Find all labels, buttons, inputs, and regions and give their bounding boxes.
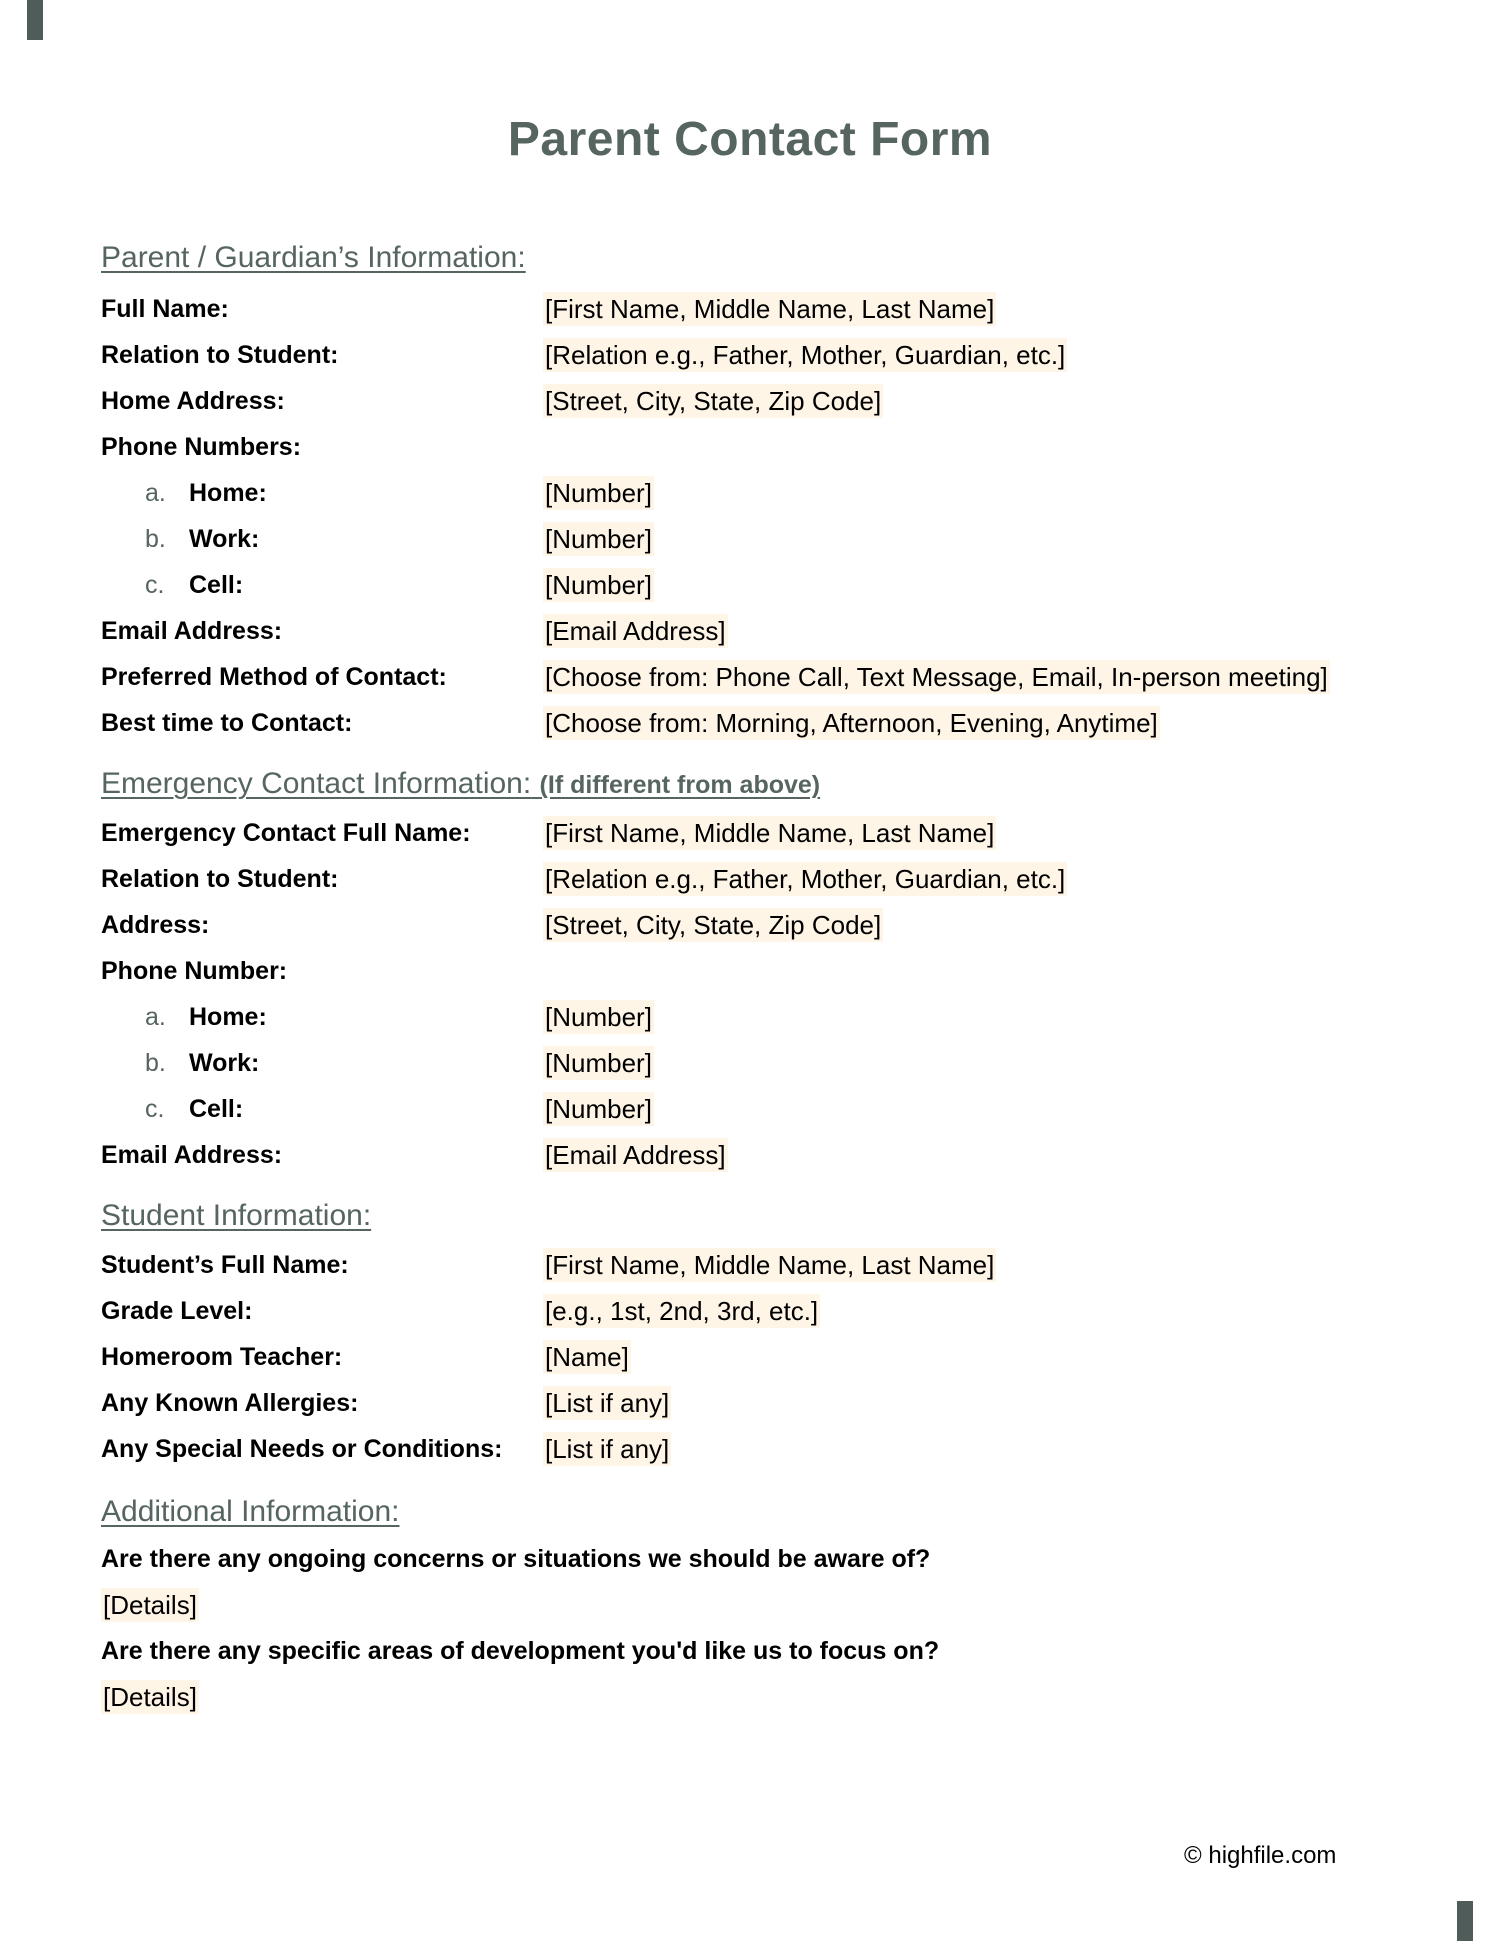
- field-label: Full Name:: [101, 295, 229, 323]
- student-teacher-field[interactable]: [Name]: [545, 1342, 629, 1372]
- parent-best-time-field[interactable]: [Choose from: Morning, Afternoon, Evening, Anytime]: [545, 708, 1158, 738]
- parent-phone-work-field[interactable]: [Number]: [545, 524, 652, 554]
- additional-answer-2-row: [0, 1674, 1500, 1720]
- emergency-phones-row: [0, 948, 1500, 994]
- emergency-address-field[interactable]: [Street, City, State, Zip Code]: [545, 910, 882, 940]
- field-label: Any Special Needs or Conditions:: [101, 1435, 503, 1463]
- field-label: Work:: [189, 525, 260, 553]
- parent-relation-field[interactable]: [Relation e.g., Father, Mother, Guardian, etc.]: [545, 340, 1066, 370]
- emergency-email-row: [0, 1132, 1500, 1178]
- student-special-needs-row: [0, 1426, 1500, 1472]
- parent-email-field[interactable]: [Email Address]: [545, 616, 726, 646]
- field-label: Grade Level:: [101, 1297, 253, 1325]
- parent-email-row: [0, 608, 1500, 654]
- field-label: Homeroom Teacher:: [101, 1343, 343, 1371]
- additional-answer-2-field[interactable]: [Details]: [103, 1682, 197, 1712]
- parent-preferred-field[interactable]: [Choose from: Phone Call, Text Message, Email, In-person meeting]: [545, 662, 1328, 692]
- emergency-heading-note: (If different from above): [539, 771, 821, 799]
- field-label: Phone Numbers:: [101, 433, 302, 461]
- parent-section-heading: Parent / Guardian’s Information:: [101, 241, 526, 274]
- parent-phone-home-row: [0, 470, 1500, 516]
- parent-phone-cell-field[interactable]: [Number]: [545, 570, 652, 600]
- student-special-needs-field[interactable]: [List if any]: [545, 1434, 670, 1464]
- student-full-name-field[interactable]: [First Name, Middle Name, Last Name]: [545, 1250, 995, 1280]
- emergency-phone-work-field[interactable]: [Number]: [545, 1048, 652, 1078]
- field-label: Student’s Full Name:: [101, 1251, 349, 1279]
- parent-phone-home-field[interactable]: [Number]: [545, 478, 652, 508]
- list-marker: b.: [145, 525, 166, 553]
- emergency-email-field[interactable]: [Email Address]: [545, 1140, 726, 1170]
- emergency-phone-work-row: [0, 1040, 1500, 1086]
- field-label: Relation to Student:: [101, 341, 339, 369]
- page-title: Parent Contact Form: [507, 113, 993, 166]
- parent-phones-row: [0, 424, 1500, 470]
- field-label: Work:: [189, 1049, 260, 1077]
- list-marker: b.: [145, 1049, 166, 1077]
- field-label: Relation to Student:: [101, 865, 339, 893]
- field-label: Home:: [189, 1003, 267, 1031]
- question-text: Are there any ongoing concerns or situations we should be aware of?: [101, 1545, 931, 1573]
- field-label: Cell:: [189, 571, 244, 599]
- parent-preferred-row: [0, 654, 1500, 700]
- corner-mark-top-left: [27, 0, 43, 40]
- list-marker: a.: [145, 1003, 166, 1031]
- student-section-heading: Student Information:: [101, 1199, 372, 1232]
- student-allergies-field[interactable]: [List if any]: [545, 1388, 670, 1418]
- field-label: Cell:: [189, 1095, 244, 1123]
- emergency-full-name-field[interactable]: [First Name, Middle Name, Last Name]: [545, 818, 995, 848]
- emergency-full-name-row: [0, 810, 1500, 856]
- emergency-relation-row: [0, 856, 1500, 902]
- parent-phone-work-row: [0, 516, 1500, 562]
- parent-full-name-row: [0, 286, 1500, 332]
- emergency-section-heading: [101, 764, 820, 805]
- emergency-phone-home-row: [0, 994, 1500, 1040]
- student-teacher-row: [0, 1334, 1500, 1380]
- additional-answer-1-field[interactable]: [Details]: [103, 1590, 197, 1620]
- field-label: Email Address:: [101, 1141, 283, 1169]
- student-grade-field[interactable]: [e.g., 1st, 2nd, 3rd, etc.]: [545, 1296, 819, 1326]
- parent-full-name-field[interactable]: [First Name, Middle Name, Last Name]: [545, 294, 995, 324]
- corner-mark-bottom-right: [1457, 1901, 1473, 1941]
- parent-phone-cell-row: [0, 562, 1500, 608]
- additional-section-heading: Additional Information:: [101, 1495, 400, 1528]
- additional-question-1: [0, 1536, 1500, 1582]
- field-label: Emergency Contact Full Name:: [101, 819, 471, 847]
- emergency-phone-cell-row: [0, 1086, 1500, 1132]
- question-text: Are there any specific areas of development you'd like us to focus on?: [101, 1637, 940, 1665]
- footer-copyright: © highfile.com: [1184, 1842, 1337, 1869]
- parent-address-row: [0, 378, 1500, 424]
- list-marker: c.: [145, 1095, 165, 1123]
- field-label: Home Address:: [101, 387, 285, 415]
- emergency-address-row: [0, 902, 1500, 948]
- emergency-heading-text: Emergency Contact Information:: [101, 767, 532, 800]
- field-label: Home:: [189, 479, 267, 507]
- student-allergies-row: [0, 1380, 1500, 1426]
- emergency-relation-field[interactable]: [Relation e.g., Father, Mother, Guardian, etc.]: [545, 864, 1066, 894]
- field-label: Preferred Method of Contact:: [101, 663, 447, 691]
- additional-question-2: [0, 1628, 1500, 1674]
- field-label: Phone Number:: [101, 957, 288, 985]
- parent-address-field[interactable]: [Street, City, State, Zip Code]: [545, 386, 882, 416]
- field-label: Best time to Contact:: [101, 709, 353, 737]
- parent-best-time-row: [0, 700, 1500, 746]
- field-label: Address:: [101, 911, 210, 939]
- emergency-phone-cell-field[interactable]: [Number]: [545, 1094, 652, 1124]
- student-grade-row: [0, 1288, 1500, 1334]
- list-marker: a.: [145, 479, 166, 507]
- field-label: Any Known Allergies:: [101, 1389, 359, 1417]
- student-full-name-row: [0, 1242, 1500, 1288]
- field-label: Email Address:: [101, 617, 283, 645]
- additional-answer-1-row: [0, 1582, 1500, 1628]
- parent-relation-row: [0, 332, 1500, 378]
- emergency-phone-home-field[interactable]: [Number]: [545, 1002, 652, 1032]
- list-marker: c.: [145, 571, 165, 599]
